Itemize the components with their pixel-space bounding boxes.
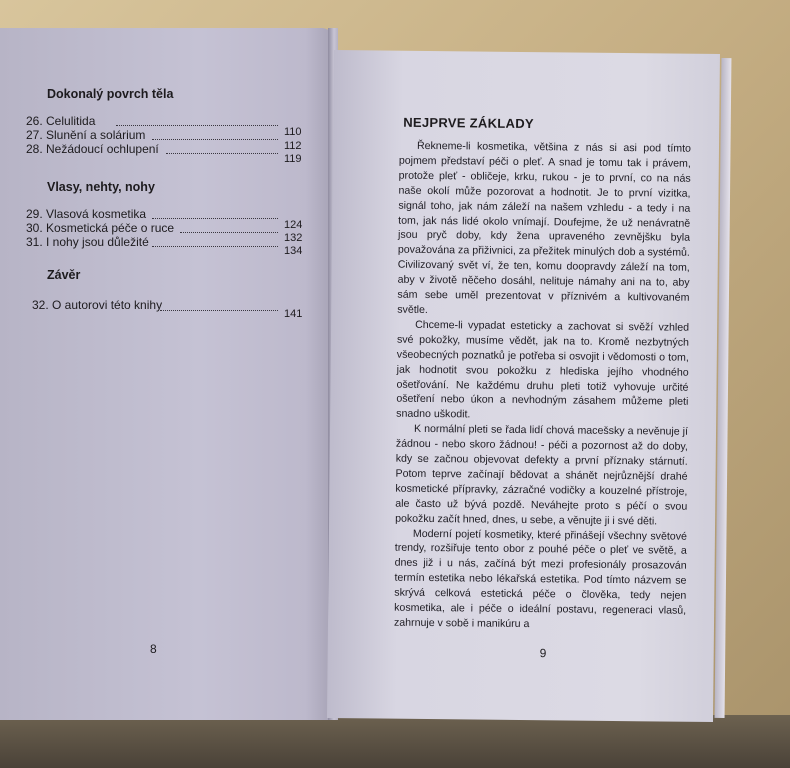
toc-page-number: 141 [284, 308, 303, 320]
chapter-heading: NEJPRVE ZÁKLADY [403, 114, 535, 132]
paragraph: Moderní pojetí kosmetiky, které přinášejí všechny světové trendy, rozšiřuje tento obor z pouhé péče o pleť ve světě, a dnes již i u nás, začíná být mezi profesionály prosazován termín estetika nebo lékařská estetika. Pod tímto názvem se skrývá celková estetická péče o člověka, tedy nejen kosmetika, ale i péče o ideální postavu, regeneraci vlasů, zahrnuje v sobě i manikúru a [393, 527, 687, 631]
toc-page-number: 112 [284, 140, 302, 152]
open-book [0, 28, 745, 728]
toc-page-number: 132 [284, 232, 303, 244]
toc-page-number: 134 [284, 245, 303, 257]
toc-leader-dots [160, 310, 278, 311]
toc-leader-dots [152, 218, 278, 219]
toc-entry: 31. I nohy jsou důležité [26, 235, 149, 249]
toc-entry: 27. Slunění a solárium [26, 128, 146, 142]
toc-entry: 26. Celulitida [26, 114, 96, 128]
page-number: 9 [539, 646, 547, 661]
toc-entry: 30. Kosmetická péče o ruce [26, 221, 175, 235]
toc-page-number: 110 [284, 126, 302, 138]
toc-entry: 29. Vlasová kosmetika [26, 207, 147, 221]
toc-section-title: Dokonalý povrch těla [47, 87, 174, 101]
paragraph: Řekneme-li kosmetika, většina z nás si asi pod tímto pojmem představí péči o pleť. A snad je tomu tak i právem, protože pleť - obličeje, krku, rukou - je to první, co na nás naše okolí může pozorovat a hodnotit. Je to první vizitka, signál toho, jak nám záleží na našem vzhledu - a tedy i na tom, jak nás lidé okolo vnímají. Doufejme, že už nenávratně jsou pryč doby, kdy žena upraveného zevnějšku byla považována za přiživnici, za přežitek minulých dob a systémů. Civilizovaný svět ví, že ten, komu doopravdy záleží na tom, aby v životě něčeho dosáhl, nelituje námahy ani na to, aby sám sebe uměl prezentovat v příznivém a kultivovaném světle. [397, 139, 692, 316]
toc-leader-dots [116, 125, 278, 126]
left-page [0, 28, 332, 720]
right-page [327, 50, 720, 722]
toc-entry: 32. O autorovi této knihy [32, 298, 163, 312]
toc-leader-dots [180, 232, 278, 233]
toc-entry: 28. Nežádoucí ochlupení [26, 142, 159, 156]
paragraph: Chceme-li vypadat esteticky a zachovat si svěží vzhled své pokožky, musíme vědět, jak na to. Kromě nezbytných všeobecných poznatků je potřeba si osvojit i vědomosti o tom, jak hodnotit svou pokožku z hlediska jejího vhodného ošetřování. Ne každému druhu pleti totiž vyhovuje určité ošetření nebo úkon a nevhodným zásahem můžeme pleti snadno uškodit. [396, 318, 690, 421]
toc-leader-dots [166, 153, 278, 154]
toc-leader-dots [152, 139, 278, 140]
paragraph: K normální pleti se řada lidí chová macešsky a nevěnuje jí žádnou - nebo skoro žádnou! - péči a pozornost až do doby, kdy se začnou objevovat defekty a první příznaky stárnutí. Potom teprve začínají bědovat a shánět nejrůznější drahé kosmetické přípravky, zázračné vodičky a kouzelné přístroje, ale často už bývá pozdě. Neváhejte proto s péčí o svou pokožku začít hned, dnes, u sebe, a věnujte ji i své děti. [395, 423, 689, 528]
toc-leader-dots [152, 246, 278, 247]
toc-section-title: Vlasy, nehty, nohy [47, 180, 155, 194]
body-text [394, 139, 691, 634]
toc-page-number: 124 [284, 219, 303, 231]
toc-section-title: Závěr [47, 268, 81, 282]
toc-page-number: 119 [284, 153, 302, 165]
page-number: 8 [150, 642, 157, 656]
